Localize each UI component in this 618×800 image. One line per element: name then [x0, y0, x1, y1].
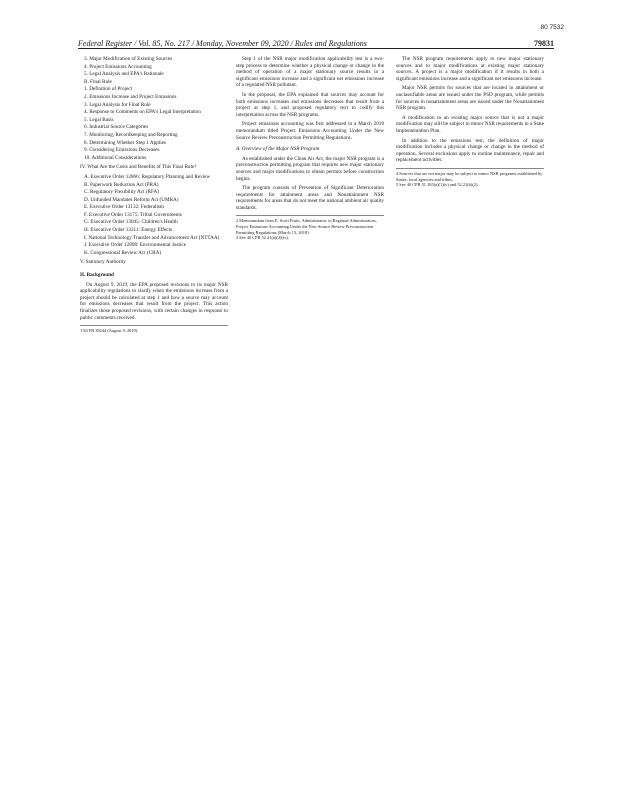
toc-item: C. Regulatory Flexibility Act (RFA)	[84, 189, 159, 196]
body-paragraph: Step 1 of the NSR major modification applicability test is a two-step process to determine whether a physical change or change in the method of operation of a major stationary source results in a significant emissions increase and a significant net emissions increase of a regulated NSR pollutant.	[236, 56, 384, 89]
footnote	[396, 168, 544, 188]
toc-item: G. Executive Order 13045: Children's Health	[84, 219, 178, 226]
toc-item: 9. Considering Emissions Decreases	[84, 147, 160, 154]
running-header	[78, 36, 554, 49]
toc-item: D. Unfunded Mandates Reform Act (UMRA)	[84, 196, 179, 203]
page-number: 79831	[534, 39, 554, 48]
toc-item: 6. Industrial Source Categories	[84, 124, 149, 131]
subsection-heading: A. Overview of the Major NSR Program	[236, 146, 320, 153]
body-paragraph: A modification to an existing major source that is not a major modification may still be subject to minor NSR requirements in a State Implementation Plan.	[396, 114, 544, 134]
toc-item: H. Executive Order 13211: Energy Effects	[84, 227, 173, 234]
body-paragraph: As established under the Clean Air Act, the major NSR program is a preconstruction permitting program that requires new major stationary sources and major modifications to obtain permits before construction begins.	[236, 155, 384, 182]
toc-item: 5. Legal Analysis and EPA's Rationale	[84, 71, 164, 78]
toc-item: 1. Definition of Project	[84, 86, 133, 93]
toc-item: I. National Technology Transfer and Advancement Act (NTTAA)	[84, 234, 220, 241]
body-paragraph: The program consists of Prevention of Significant Deterioration requirements for attainment areas and Nonattainment NSR requirements for areas that do not meet the national ambient air quality standards.	[236, 185, 384, 211]
toc-item: 5. Legal Basis	[84, 116, 114, 123]
toc-section-v: V. Statutory Authority	[80, 259, 126, 266]
toc-item: 3. Legal Analysis for Final Rule	[84, 101, 151, 108]
toc-section-iv: IV. What Are the Costs and Benefits of This Final Rule?	[80, 164, 197, 171]
toc-list-b	[80, 174, 228, 257]
toc-list-a	[80, 56, 228, 161]
body-paragraph: In addition to the emissions test, the definition of major modification includes a physical change or change in the method of operation. Several exclusions apply to routine maintenance, repair and replacement activities.	[396, 137, 544, 164]
column-3	[396, 56, 544, 188]
toc-item: 4. Response to Comments on EPA's Legal Interpretation	[84, 109, 201, 116]
toc-item: 2. Emissions Increase and Project Emissions	[84, 93, 177, 100]
toc-item: B. Final Rule	[84, 78, 112, 85]
body-paragraph: The NSR program requirements apply to new major stationary sources and to major modifications at existing major stationary sources. A project is a major modification if it results in both a significant emissions increase and a significant net emissions increase.	[396, 56, 544, 82]
toc-item: B. Paperwork Reduction Act (PRA)	[84, 181, 159, 188]
toc-item: J. Executive Order 12898: Environmental Justice	[84, 242, 186, 249]
toc-item: 10. Additional Considerations	[84, 154, 147, 161]
toc-item: 7. Monitoring, Recordkeeping and Reporting	[84, 131, 178, 138]
footnote	[236, 215, 384, 240]
column-2	[236, 56, 384, 241]
toc-item: F. Executive Order 13175: Tribal Governments	[84, 211, 182, 218]
footnote: 1 84 FR 39244 (August 9, 2019).	[80, 325, 228, 334]
document-id: 80 7532	[540, 24, 564, 31]
body-paragraph: In the proposal, the EPA explained that sources may account for both emissions increases and emissions decreases that result from a project at step 1, and proposed regulatory text to codify this interpretation across the NSR programs.	[236, 91, 384, 118]
toc-item: 3. Major Modification of Existing Sources	[84, 56, 173, 62]
toc-item: 4. Project Emissions Accounting	[84, 63, 152, 70]
footnote-item: 2 Memorandum from E. Scott Pruitt, Administrator, to Regional Administrators, Project Emissions Accounting Under the New Source Review Preconstruction Permitting Regulations (March 13, 2018).	[236, 218, 377, 235]
toc-item: A. Executive Order 12866: Regulatory Planning and Review	[84, 173, 211, 180]
body-paragraph: Major NSR permits for sources that are located in attainment or unclassifiable areas are issued under the PSD program, while permits for sources in nonattainment areas are issued under the Nonattainment NSR program.	[396, 85, 544, 112]
column-1	[80, 56, 228, 334]
toc-item: 8. Determining Whether Step 1 Applies	[84, 139, 167, 146]
footnote-item: 3 See 40 CFR 52.21(a)(2)(iv).	[236, 235, 289, 241]
footnote-item: 4 Sources that are not major may be subject to minor NSR programs established by States, local agencies and tribes.	[396, 170, 543, 182]
header-title: Federal Register / Vol. 85, No. 217 / Monday, November 09, 2020 / Rules and Regulations	[78, 39, 367, 48]
toc-item: K. Congressional Review Act (CRA)	[84, 249, 162, 256]
toc-item: E. Executive Order 13132: Federalism	[84, 204, 164, 211]
body-paragraph: Project emissions accounting was first addressed in a March 2018 memorandum titled Project Emissions Accounting Under the New Source Review Preconstruction Permitting Regulations.	[236, 121, 384, 141]
body-paragraph: On August 9, 2019, the EPA proposed revisions to its major NSR applicability regulations to clarify when the emissions increase from a project should be calculated at step 1 and how a source may account for emissions decreases that result from the project. This action finalizes those proposed revisions, with certain changes in response to public comments received.	[80, 281, 228, 321]
footnote-item: 5 See 40 CFR 51.165(a)(1)(v) and 52.21(b)(2).	[396, 182, 479, 188]
section-heading-background: II. Background	[80, 272, 114, 279]
